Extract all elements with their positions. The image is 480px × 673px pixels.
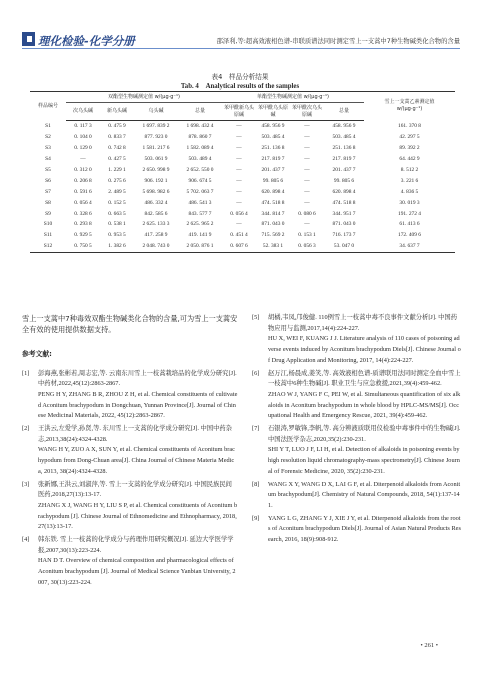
table-cell: 0. 275 6 [108, 177, 126, 184]
reference-text-en: PENG H Y, ZHANG B R, ZHOU Z H, et al. Chemical constituents of cultivated Aconitum brachypodum in Dongchuan, Yunnan Province[J]. Journal of Chinese Medicinal Materials, 2022, 45(12):2863-2867. [38, 390, 238, 420]
table-row [30, 186, 455, 197]
table-cell: 0. 080 6 [298, 210, 316, 217]
table-cell: 251. 136 8 [261, 145, 285, 152]
reference-text-cn: 石银涛,罗敏锋,李帆,等. 高分辨液质联用仪检验中毒事件中的生物碱[J]. 中国法医学杂志,2020,35(2):230-231. [268, 425, 461, 443]
header-sample-id: 样品编号 [30, 92, 66, 121]
reference-text-cn: 张新娜,王洪云,刘淑萍,等. 雪上一支蒿的化学成分研究[J]. 中国民族民间医药,2018,27(13):13-17. [38, 480, 232, 499]
table-cell: 486. 332 4 [144, 199, 168, 206]
reference-item [252, 480, 462, 512]
header-amide-value: 雪上一支蒿乙素测定值 w/(μg·g⁻¹) [364, 92, 455, 121]
table-cell: 842. 585 6 [144, 210, 168, 217]
table-cell: — [236, 145, 242, 152]
reference-body [38, 535, 238, 589]
references-heading: 参考文献: [22, 350, 52, 358]
table-row [30, 175, 455, 186]
table-cell: — [304, 145, 310, 152]
table-cell: 217. 819 7 [261, 156, 285, 163]
table-cell: 503. 489 4 [188, 156, 212, 163]
header-mono-total: 总量 [324, 103, 364, 121]
table-cell: S3 [45, 145, 51, 152]
table-cell: — [236, 177, 242, 184]
reference-body [268, 514, 462, 546]
table-cell: 620. 898 4 [332, 188, 356, 195]
table-cell: S9 [45, 210, 51, 217]
conclusion-paragraph: 雪上一支蒿中7种毒效双酯生物碱类化合物的含量,可为雪上一支蒿安全有效的使用提供数据支持。 [22, 314, 238, 334]
table-cell: 0. 056 3 [290, 241, 324, 252]
references-list-left [22, 369, 238, 589]
table-cell: 0. 312 0 [74, 167, 92, 173]
table-cell: 1. 382 6 [100, 241, 134, 252]
table-cell: 1 697. 839 2 [142, 123, 170, 130]
reference-number: [4] [22, 536, 30, 544]
table-row [30, 154, 455, 165]
table-cell: 0. 750 5 [66, 241, 100, 252]
reference-text-cn: 韩东铁. 雪上一枝蒿的化学成分与药理作用研究概况[J]. 延边大学医学学报,2007,30(13):223-224. [38, 536, 234, 554]
table-cell: 344. 814 7 [261, 210, 285, 217]
reference-text-cn: 赵万江,杨晨成,姜笑,等. 高效液相色谱-质谱联用法同时测定全血中雪上一枝蒿中6种生物碱[J]. 职业卫生与应急救援,2021,39(4):459-462. [268, 369, 461, 388]
table-cell: 8. 512 2 [400, 167, 419, 173]
reference-item [252, 424, 462, 478]
header-double-total: 总量 [178, 103, 222, 121]
table-cell: 0. 538 1 [108, 221, 126, 228]
table-cell: 716. 173 7 [332, 232, 356, 239]
left-column [22, 313, 238, 591]
header-benzoylhypaconine: 苯甲酰次乌头原碱 [290, 103, 324, 121]
table-cell: 417. 258 9 [144, 232, 168, 239]
table-row [30, 121, 455, 132]
table-row [30, 208, 455, 219]
table-cell: 474. 518 8 [332, 199, 356, 206]
table-cell: 344. 951 7 [332, 210, 356, 217]
table-cell: 201. 437 7 [332, 167, 356, 173]
table-cell: 5 702. 063 7 [186, 188, 214, 195]
table-cell: 42. 297 5 [399, 134, 420, 141]
reference-item [252, 514, 462, 546]
references-list-right [252, 313, 462, 546]
table-cell: 906. 192 1 [144, 177, 168, 184]
table-cell: — [304, 123, 310, 130]
table-cell: 0. 591 6 [74, 188, 92, 195]
table-cell: 503. 061 9 [144, 156, 168, 163]
table-cell: 5 698. 982 6 [142, 188, 170, 195]
table-cell: 1 582. 089 4 [186, 145, 214, 152]
table-cell: S7 [45, 188, 51, 195]
reference-body [268, 313, 462, 367]
table-row [30, 230, 455, 241]
reference-item [22, 480, 238, 534]
reference-text-en: YANG L G, ZHANG Y J, XIE J Y, et al. Diterpenoid alkaloids from the roots of Aconitum brachypodum Diels[J]. Journal of Asian Natural Products Research, 2016, 18(9):908-912. [268, 514, 461, 544]
table-cell: 877. 923 0 [144, 134, 168, 141]
table-cell: 715. 569 2 [261, 232, 285, 239]
table-cell: 0. 056 4 [74, 199, 92, 206]
table-cell: 0. 833 7 [108, 134, 126, 141]
table-cell: 0. 152 5 [108, 199, 126, 206]
table-cell: 0. 129 0 [74, 145, 92, 152]
header-benzoylaconine: 苯甲酰乌头原碱 [256, 103, 290, 121]
page-number: • 261 • [420, 642, 438, 649]
table-cell: 2 650. 998 9 [142, 167, 170, 173]
reference-item [22, 424, 238, 478]
reference-text-en: HU X, WEI F, KUANG J J. Literature analysis of 110 cases of poisoning adverse events induced by Aconitum brachypodum Diels[J]. Chinese Journal of Drug Application and Monitoring, 2017, 14(4):224-227. [268, 335, 461, 364]
table-cell: 0. 104 0 [74, 134, 92, 141]
table-cell: 0. 953 5 [108, 232, 126, 239]
table-cell: S5 [45, 167, 51, 173]
table-cell: — [304, 221, 310, 228]
table-cell: — [236, 156, 242, 163]
reference-text-en: ZHANG X J, WANG H Y, LIU S P, et al. Chemical constituents of Aconitum brachypodum [J]. Chinese Journal of Ethnomedicine and Ethnopharmacy, 2018, 27(13):13-17. [38, 501, 238, 531]
table-cell: 0. 451 4 [230, 232, 248, 239]
journal-name: 理化检验-化学分册 [38, 34, 135, 48]
header-double-ester-group: 双酯型生物碱测定值 w/(μg·g⁻¹) [66, 92, 222, 103]
header-benzoylmesaconine: 苯甲酰新乌头原碱 [222, 103, 256, 121]
table-cell: S1 [45, 123, 51, 130]
reference-number: [3] [22, 480, 30, 488]
table-row [30, 219, 455, 230]
table-cell: 0. 475 9 [108, 123, 126, 130]
table-cell: 3. 221 6 [400, 177, 419, 184]
table-cell: 1 581. 217 6 [142, 145, 170, 152]
table-cell: 201. 437 7 [261, 167, 285, 173]
table-cell: 217. 819 7 [332, 156, 356, 163]
header-mono-ester-group: 单酯型生物碱测定值 w/(μg·g⁻¹) [222, 92, 364, 103]
table-cell: 2 048. 743 0 [134, 241, 178, 252]
table-cell: — [236, 199, 242, 206]
reference-text-en: ZHAO W J, YANG F C, PEI W, et al. Simultaneous quantification of six alkaloids in Aconitum brachypodum in whole blood by HPLC-MS/MS[J]. Occupational Health and Emergency Rescue, 2021, 39(4):459-462. [268, 390, 461, 420]
table-cell: 53. 047 0 [324, 241, 364, 252]
table-cell: 458. 956 9 [332, 123, 356, 130]
table-cell: 52. 383 1 [256, 241, 290, 252]
running-head: 邵泽利,等:超高效液相色谱-串联质谱法同时测定雪上一支蒿中7种生物碱类化合物的含量 [216, 38, 460, 45]
table-cell: 878. 860 7 [188, 134, 212, 141]
table-cell: 0. 328 6 [74, 210, 92, 217]
table-cell: S12 [30, 241, 66, 252]
table-cell: 0. 117 3 [74, 123, 92, 130]
table-caption-en: Tab. 4 Analytical results of the samples [180, 83, 300, 90]
header-aconitine: 乌头碱 [134, 103, 178, 121]
reference-item [252, 313, 462, 367]
table-cell: — [236, 123, 242, 130]
table-cell: S6 [45, 177, 51, 184]
table-cell: 89. 392 2 [399, 145, 420, 152]
reference-number: [7] [252, 425, 260, 433]
results-table-body [30, 121, 455, 253]
table-cell: 458. 956 9 [261, 123, 285, 130]
table-row [30, 241, 455, 252]
reference-item [22, 535, 238, 589]
table-cell: 0. 663 5 [108, 210, 126, 217]
header-hypaconitine: 次乌头碱 [66, 103, 100, 121]
reference-text-cn: 胡橘,韦凤,邝俊健. 110例雪上一枝蒿中毒不良事件文献分析[J]. 中国药物应用与监测,2017,14(4):224-227. [268, 314, 458, 332]
header-divider [22, 48, 460, 49]
results-table [30, 91, 455, 253]
table-cell: 620. 898 4 [261, 188, 285, 195]
reference-number: [6] [252, 369, 260, 377]
table-cell: — [304, 156, 310, 163]
table-cell: 34. 637 7 [364, 241, 455, 252]
table-cell: 251. 136 8 [332, 145, 356, 152]
reference-number: [9] [252, 514, 260, 522]
table-cell: 2 625. 133 3 [142, 221, 170, 228]
reference-body [268, 369, 462, 423]
table-cell: 871. 043 0 [332, 221, 356, 228]
table-cell: 4. 836 5 [400, 188, 419, 195]
reference-text-cn: 王洪云,左爱学,孙贤,等. 东川雪上一支蒿的化学成分研究[J]. 中国中药杂志,2013,38(24):4324-4328. [38, 425, 232, 443]
table-cell: 843. 577 7 [188, 210, 212, 217]
reference-body [38, 369, 238, 423]
table-cell: — [304, 188, 310, 195]
table-cell: S11 [43, 232, 53, 239]
table-cell: 419. 141 9 [188, 232, 212, 239]
table-cell: 0. 153 1 [298, 232, 316, 239]
table-cell: 2. 489 5 [108, 188, 126, 195]
table-cell: 0. 929 5 [74, 232, 92, 239]
table-row [30, 197, 455, 208]
page-header [0, 0, 480, 52]
table-cell: 0. 607 6 [222, 241, 256, 252]
table-cell: 64. 442 9 [399, 156, 420, 163]
reference-item [22, 369, 238, 423]
table-cell: S10 [43, 221, 53, 228]
table-cell: 161. 370 8 [398, 123, 421, 130]
table-cell: 0. 742 8 [108, 145, 126, 152]
reference-text-en: WANG X Y, WANG D X, LAI G F, et al. Diterpenoid alkaloids from Aconitum brachypodum[J]. Chemistry of Natural Compounds, 2018, 54(1):137-141. [268, 480, 461, 509]
header-mesaconitine: 新乌头碱 [100, 103, 134, 121]
table-cell: 871. 043 0 [261, 221, 285, 228]
reference-number: [2] [22, 425, 30, 433]
table-cell: — [236, 134, 242, 141]
table-cell: 191. 272 4 [398, 210, 421, 217]
table-cell: 0. 206 8 [74, 177, 92, 184]
right-column [252, 313, 462, 548]
table-cell: 0. 056 4 [230, 210, 248, 217]
reference-number: [1] [22, 369, 30, 377]
table-cell: 172. 409 6 [398, 232, 421, 239]
table-cell: 30. 019 3 [399, 199, 420, 206]
table-cell: — [304, 167, 310, 173]
table-row [30, 165, 455, 176]
table-cell: 2 625. 965 2 [186, 221, 214, 228]
reference-body [268, 424, 462, 478]
table-cell: 2 652. 550 0 [186, 167, 214, 173]
table-cell: — [236, 188, 242, 195]
table-cell: — [236, 167, 242, 173]
table-cell: S8 [45, 199, 51, 206]
table-cell: — [236, 221, 242, 228]
table-caption-cn: 表4 样品分析结果 [211, 73, 269, 81]
table-row [30, 143, 455, 154]
reference-number: [8] [252, 480, 260, 488]
table-cell: — [304, 199, 310, 206]
table-cell: 503. 485 4 [332, 134, 356, 141]
table-cell: S2 [45, 134, 51, 141]
table-cell: 0. 427 5 [108, 156, 126, 163]
table-cell: 906. 674 5 [188, 177, 212, 184]
reference-text-en: WANG H Y, ZUO A X, SUN Y, et al. Chemical constituents of Aconitum brachypodum from Dong-Chuan area[J]. China Journal of Chinese Materia Medica, 2013, 38(24):4324-4328. [38, 446, 235, 475]
reference-text-en: HAN D T. Overview of chemical composition and pharmacological effects of Aconitum brachypodum [J]. Journal of Medical Science Yanbian University, 2007, 30(13):223-224. [38, 557, 236, 586]
reference-body [38, 424, 238, 478]
table-cell: 486. 541 3 [188, 199, 212, 206]
table-row [30, 132, 455, 143]
reference-item [252, 369, 462, 423]
table-cell: — [304, 134, 310, 141]
reference-body [38, 480, 238, 534]
table-cell: — [80, 156, 86, 163]
table-cell: S4 [45, 156, 51, 163]
table-cell: 0. 293 8 [74, 221, 92, 228]
table-cell: 2 050. 876 1 [178, 241, 222, 252]
table-cell: 99. 805 6 [333, 177, 355, 184]
journal-logo-notch [27, 36, 32, 42]
table-cell: 474. 518 8 [261, 199, 285, 206]
table-cell: — [304, 177, 310, 184]
table-cell: 99. 805 6 [262, 177, 284, 184]
table-cell: 503. 485 4 [261, 134, 285, 141]
reference-text-en: SHI Y T, LUO J F, LI H, et al. Detection of alkaloids in poisoning events by high resolution liquid chromatography-mass spectrometry[J]. Chinese Journal of Forensic Medicine, 2020, 35(2):230-231. [268, 446, 460, 475]
table-cell: 61. 413 6 [399, 221, 420, 228]
table-cell: 1 698. 432 4 [186, 123, 214, 130]
reference-text-cn: 彭海燕,张彬若,周志宏,等. 云南东川雪上一枝蒿栽培品的化学成分研究[J]. 中药材,2022,45(12):2863-2867. [38, 369, 237, 388]
reference-body [268, 480, 462, 512]
reference-number: [5] [252, 314, 260, 321]
table-cell: 1. 229 1 [108, 167, 126, 173]
